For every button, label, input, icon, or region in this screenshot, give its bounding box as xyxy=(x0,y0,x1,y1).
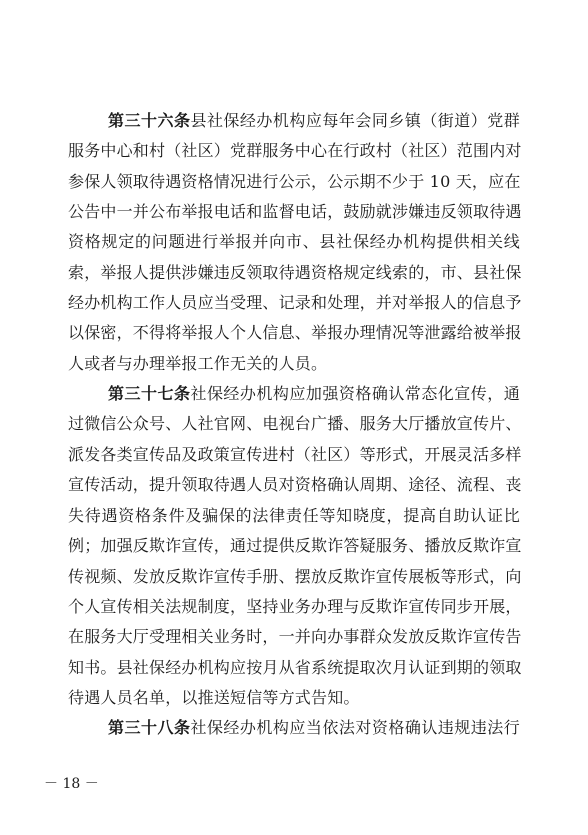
article-38-text-1: 社保经办机构应当依法对资格确认违规违法行 xyxy=(190,718,520,737)
article-37-line-3: 派发各类宣传品及政策宣传进村（社区）等形式，开展灵活多样 xyxy=(68,445,522,464)
article-36-line-9: 人或者与办理举报工作无关的人员。 xyxy=(68,354,328,373)
article-37-line-4: 宣传活动，提升领取待遇人员对资格确认周期、途径、流程、丧 xyxy=(68,475,522,494)
article-37-heading: 第三十七条 xyxy=(108,384,191,403)
article-37-line-2: 过微信公众号、人社官网、电视台广播、服务大厅播放宣传片、 xyxy=(68,414,522,433)
article-37-line-11: 待遇人员名单，以推送短信等方式告知。 xyxy=(68,688,360,707)
article-37-line-9: 在服务大厅受理相关业务时，一并向办事群众发放反欺诈宣传告 xyxy=(68,627,522,646)
article-36-line-4: 公告中一并公布举报电话和监督电话，鼓励就涉嫌违反领取待遇 xyxy=(68,202,522,221)
article-36-line-6: 索，举报人提供涉嫌违反领取待遇资格规定线索的，市、县社保 xyxy=(68,263,522,282)
article-37-line-7: 传视频、发放反欺诈宣传手册、摆放反欺诈宣传展板等形式，向 xyxy=(68,567,522,586)
article-37-line-1 xyxy=(108,384,520,404)
article-36-heading: 第三十六条 xyxy=(108,111,191,130)
article-36-text-1: 县社保经办机构应每年会同乡镇（街道）党群 xyxy=(190,111,520,130)
article-37-line-6: 例；加强反欺诈宣传，通过提供反欺诈答疑服务、播放反欺诈宣 xyxy=(68,536,522,555)
article-36-line-7: 经办机构工作人员应当受理、记录和处理，并对举报人的信息予 xyxy=(68,293,522,312)
article-37-text-1: 社保经办机构应加强资格确认常态化宣传，通 xyxy=(190,384,520,403)
article-38-heading: 第三十八条 xyxy=(108,718,191,737)
article-36-line-1 xyxy=(108,111,520,131)
page-number: － 18 － xyxy=(44,776,99,792)
article-38-line-1 xyxy=(108,718,520,738)
article-36-line-3: 参保人领取待遇资格情况进行公示，公示期不少于 10 天，应在 xyxy=(68,172,521,191)
article-37-line-10: 知书。县社保经办机构应按月从省系统提取次月认证到期的领取 xyxy=(68,658,522,677)
article-37-line-5: 失待遇资格条件及骗保的法律责任等知晓度，提高自助认证比 xyxy=(68,506,520,525)
article-36-line-2: 服务中心和村（社区）党群服务中心在行政村（社区）范围内对 xyxy=(68,141,522,160)
article-37-line-8: 个人宣传相关法规制度，坚持业务办理与反欺诈宣传同步开展， xyxy=(68,597,522,616)
article-36-line-5: 资格规定的问题进行举报并向市、县社保经办机构提供相关线 xyxy=(68,232,520,251)
article-36-line-8: 以保密，不得将举报人个人信息、举报办理情况等泄露给被举报 xyxy=(68,323,522,342)
